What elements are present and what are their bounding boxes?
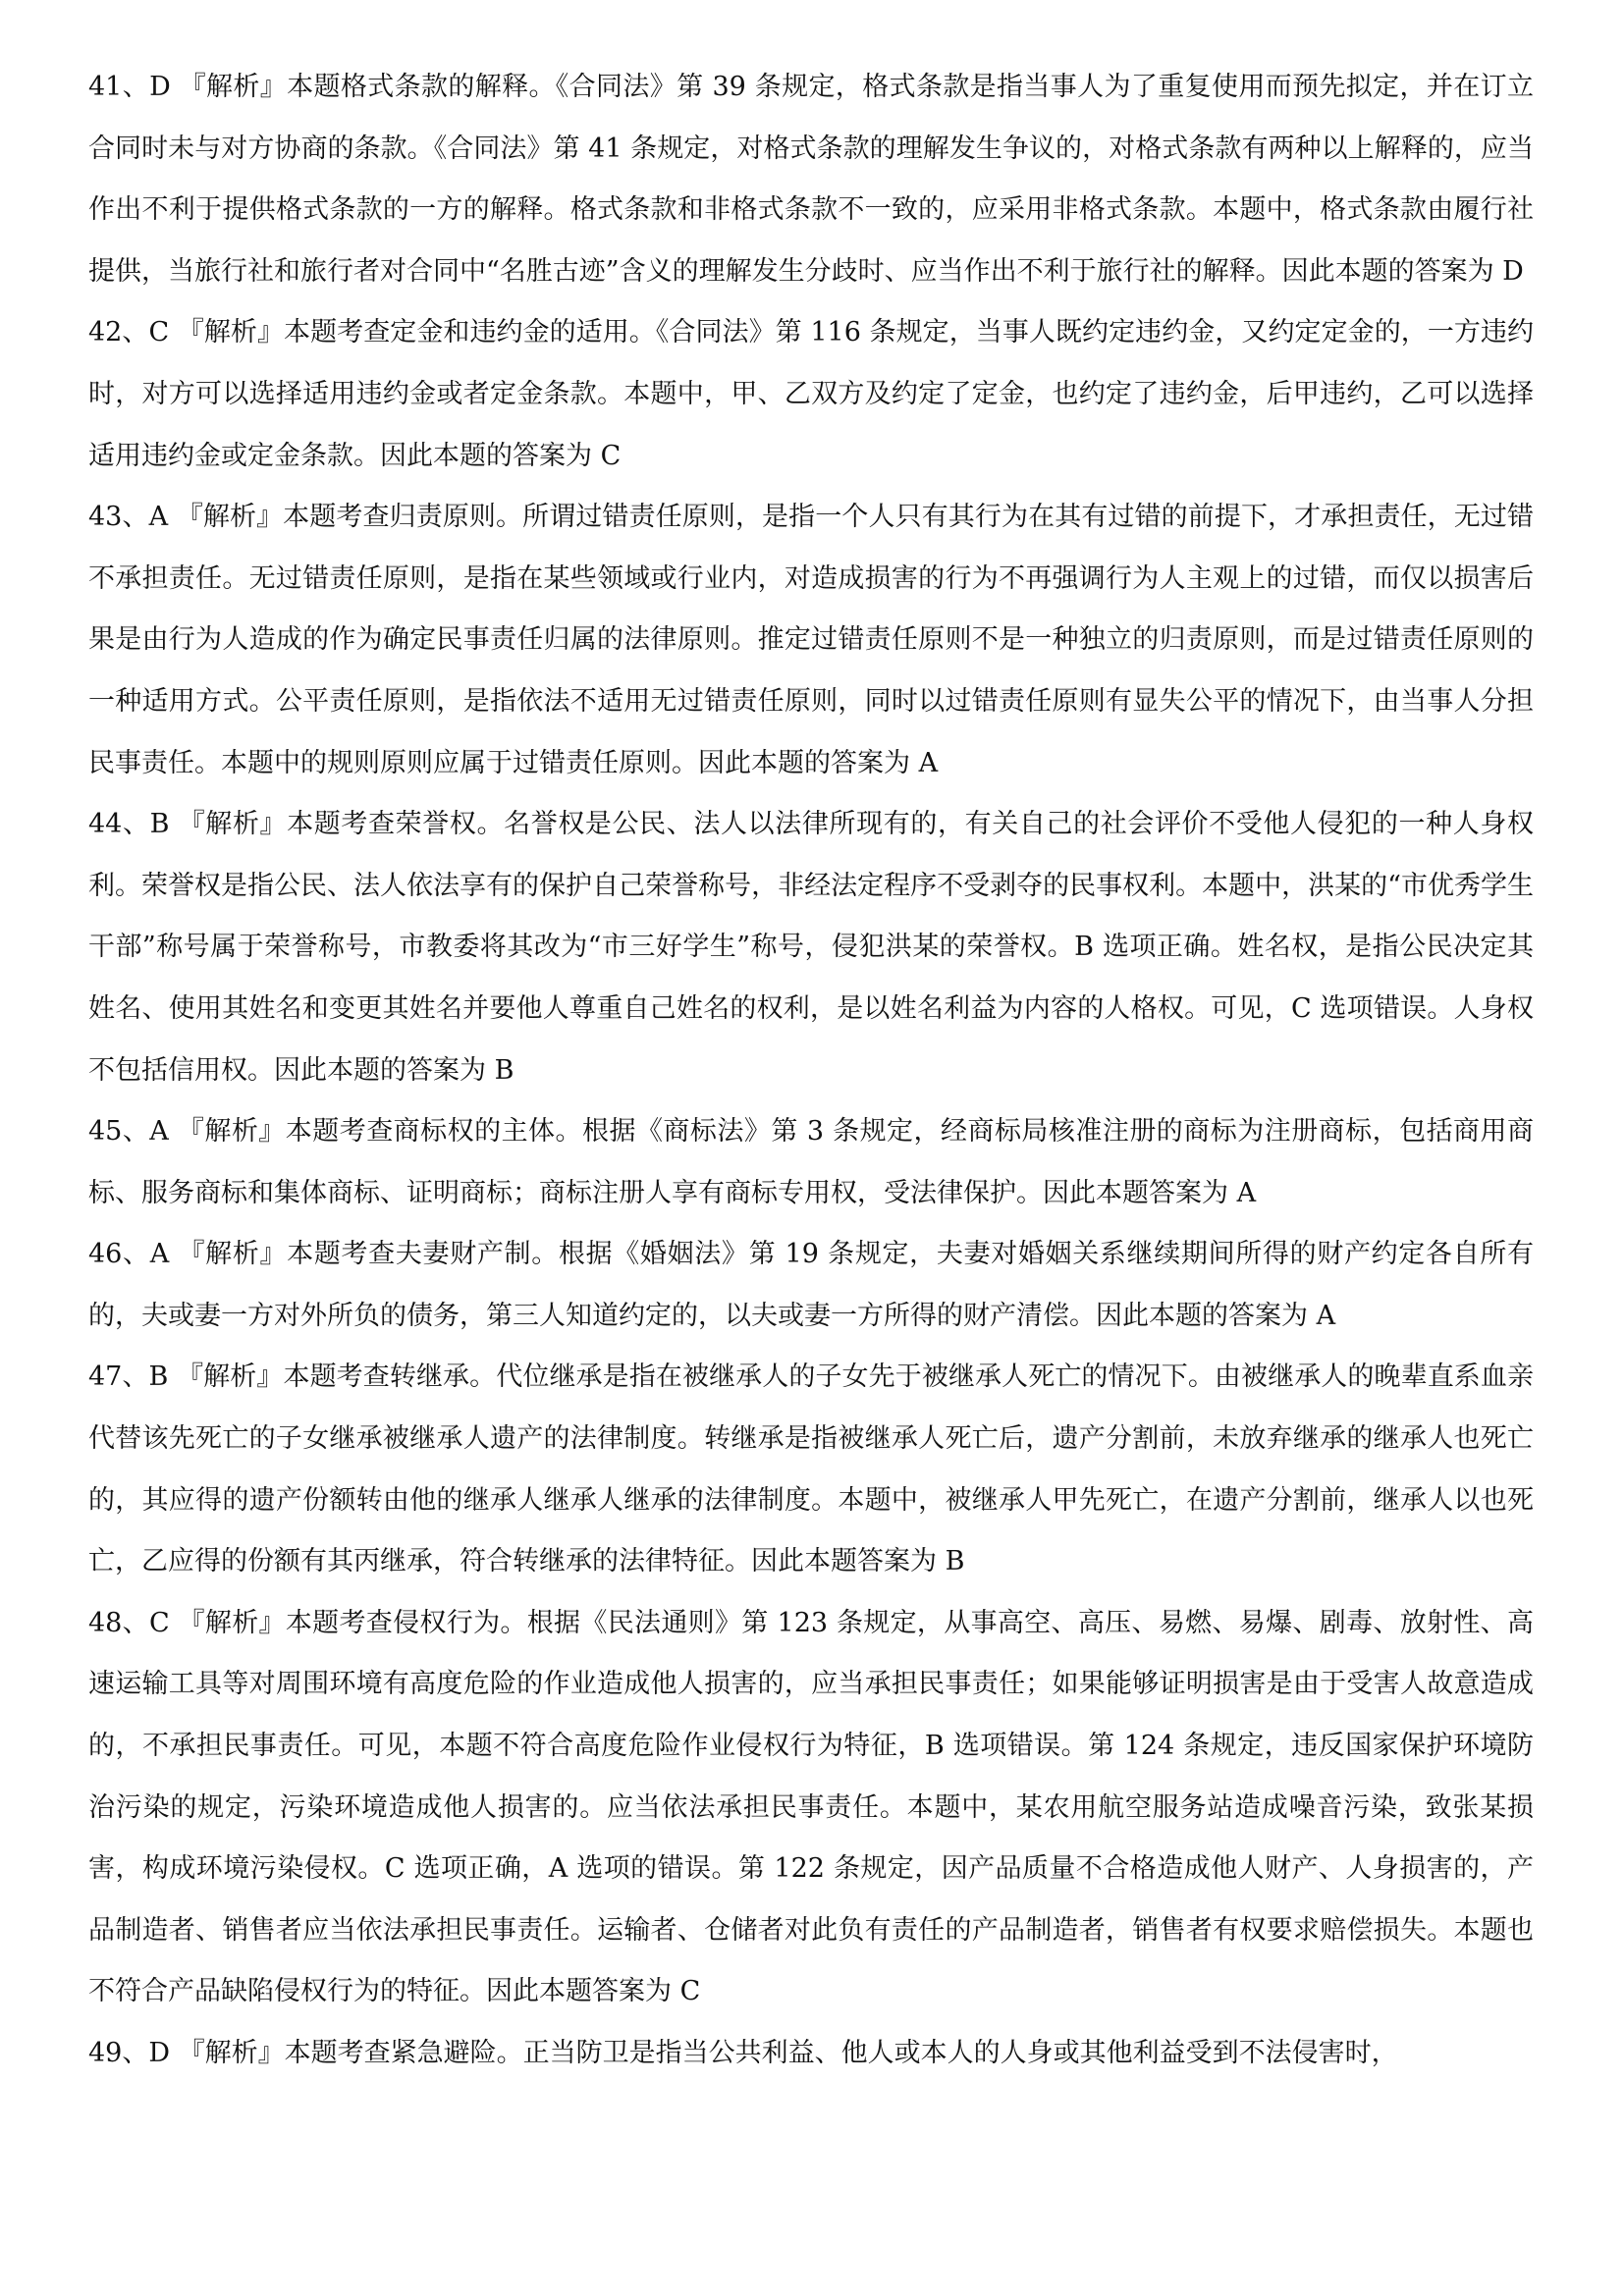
answer-explanation-41: 41、D 『解析』本题格式条款的解释。《合同法》第 39 条规定，格式条款是指当事人为了重复使用而预先拟定，并在订立合同时未与对方协商的条款。《合同法》第 41 条规定，对格式条款的理解发生争议的，对格式条款有两种以上解释的，应当作出不利于提供格式条款的一方的解释。格式条款和非格式条款不一致的，应采用非格式条款。本题中，格式条款由履行社提供，当旅行社和旅行者对合同中“名胜古迹”含义的理解发生分歧时、应当作出不利于旅行社的解释。因此本题的答案为 D xyxy=(88,72,1534,287)
answer-explanation-43: 43、A 『解析』本题考查归责原则。所谓过错责任原则，是指一个人只有其行为在其有过错的前提下，才承担责任，无过错不承担责任。无过错责任原则，是指在某些领域或行业内，对造成损害的行为不再强调行为人主观上的过错，而仅以损害后果是由行为人造成的作为确定民事责任归属的法律原则。推定过错责任原则不是一种独立的归责原则，而是过错责任原则的一种适用方式。公平责任原则，是指依法不适用无过错责任原则，同时以过错责任原则有显失公平的情况下，由当事人分担民事责任。本题中的规则原则应属于过错责任原则。因此本题的答案为 A xyxy=(88,502,1534,778)
answer-explanation-48: 48、C 『解析』本题考查侵权行为。根据《民法通则》第 123 条规定，从事高空、高压、易燃、易爆、剧毒、放射性、高速运输工具等对周围环境有高度危险的作业造成他人损害的，应当承担民事责任；如果能够证明损害是由于受害人故意造成的，不承担民事责任。可见，本题不符合高度危险作业侵权行为特征，B 选项错误。第 124 条规定，违反国家保护环境防治污染的规定，污染环境造成他人损害的。应当依法承担民事责任。本题中，某农用航空服务站造成噪音污染，致张某损害，构成环境污染侵权。C 选项正确，A 选项的错误。第 122 条规定，因产品质量不合格造成他人财产、人身损害的，产品制造者、销售者应当依法承担民事责任。运输者、仓储者对此负有责任的产品制造者，销售者有权要求赔偿损失。本题也不符合产品缺陷侵权行为的特征。因此本题答案为 C xyxy=(88,1607,1534,2007)
document-page xyxy=(88,57,1534,2085)
answer-explanation-45: 45、A 『解析』本题考查商标权的主体。根据《商标法》第 3 条规定，经商标局核准注册的商标为注册商标，包括商用商标、服务商标和集体商标、证明商标；商标注册人享有商标专用权，受法律保护。因此本题答案为 A xyxy=(88,1116,1534,1208)
answer-explanation-49: 49、D 『解析』本题考查紧急避险。正当防卫是指当公共利益、他人或本人的人身或其他利益受到不法侵害时， xyxy=(88,2038,1398,2068)
answer-explanation-44: 44、B 『解析』本题考查荣誉权。名誉权是公民、法人以法律所现有的，有关自己的社会评价不受他人侵犯的一种人身权利。荣誉权是指公民、法人依法享有的保护自己荣誉称号，非经法定程序不受剥夺的民事权利。本题中，洪某的“市优秀学生干部”称号属于荣誉称号，市教委将其改为“市三好学生”称号，侵犯洪某的荣誉权。B 选项正确。姓名权，是指公民决定其姓名、使用其姓名和变更其姓名并要他人尊重自己姓名的权利，是以姓名利益为内容的人格权。可见，C 选项错误。人身权不包括信用权。因此本题的答案为 B xyxy=(88,809,1534,1086)
answer-explanation-42: 42、C 『解析』本题考查定金和违约金的适用。《合同法》第 116 条规定，当事人既约定违约金，又约定定金的，一方违约时，对方可以选择适用违约金或者定金条款。本题中，甲、乙双方及约定了定金，也约定了违约金，后甲违约，乙可以选择适用违约金或定金条款。因此本题的答案为 C xyxy=(88,317,1534,471)
answer-explanation-46: 46、A 『解析』本题考查夫妻财产制。根据《婚姻法》第 19 条规定，夫妻对婚姻关系继续期间所得的财产约定各自所有的，夫或妻一方对外所负的债务，第三人知道约定的，以夫或妻一方所得的财产清偿。因此本题的答案为 A xyxy=(88,1239,1534,1331)
answer-explanation-47: 47、B 『解析』本题考查转继承。代位继承是指在被继承人的子女先于被继承人死亡的情况下。由被继承人的晚辈直系血亲代替该先死亡的子女继承被继承人遗产的法律制度。转继承是指被继承人死亡后，遗产分割前，未放弃继承的继承人也死亡的，其应得的遗产份额转由他的继承人继承人继承的法律制度。本题中，被继承人甲先死亡，在遗产分割前，继承人以也死亡，乙应得的份额有其丙继承，符合转继承的法律特征。因此本题答案为 B xyxy=(88,1362,1534,1577)
